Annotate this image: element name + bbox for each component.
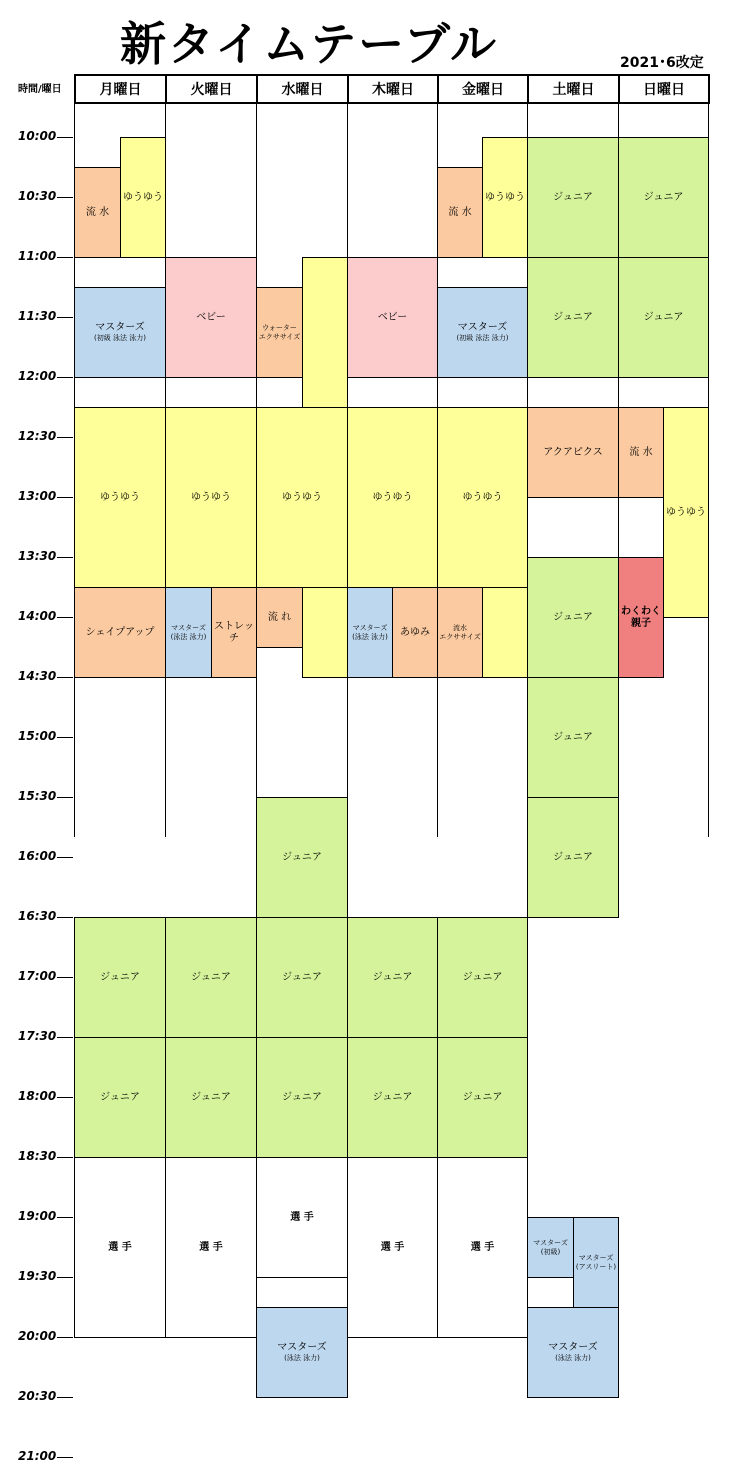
class-block[interactable] [256,917,348,1038]
time-tick [57,377,73,378]
class-name: ジュニア [553,191,593,203]
class-block[interactable] [347,917,438,1038]
class-subtitle: (アスリート) [575,1262,617,1271]
class-block[interactable] [527,1307,619,1398]
class-block[interactable] [347,587,393,678]
class-subtitle: (初級) [540,1247,561,1256]
class-name: ジュニア [372,1091,413,1103]
class-block[interactable] [437,917,528,1038]
class-block[interactable] [392,587,438,678]
class-name: ゆうゆう [191,491,231,503]
class-name: マスターズ [171,624,206,633]
class-block[interactable] [347,1157,438,1338]
class-name: ゆうゆう [666,506,706,518]
time-tick [57,197,73,198]
class-block[interactable] [618,407,664,498]
class-name: ゆうゆう [282,491,322,503]
class-name: ゆうゆう [485,191,525,203]
class-block[interactable] [165,257,257,378]
class-block[interactable] [527,1217,574,1278]
time-label: 12:00 [18,369,57,383]
time-tick [57,257,73,258]
class-block[interactable] [74,1037,166,1158]
class-name: ジュニア [191,1091,231,1103]
revision-date: 2021･6改定 [620,55,704,71]
class-name: ベビー [196,311,226,323]
time-tick [57,977,73,978]
class-block[interactable] [74,1157,166,1338]
time-tick [57,857,73,858]
class-block[interactable] [165,917,257,1038]
class-name: 選 手 [108,1241,132,1253]
time-tick [57,557,73,558]
class-subtitle: (泳法 泳力) [170,632,207,641]
day-header-6: 土曜日 [527,74,618,104]
class-block[interactable] [437,407,528,588]
time-tick [57,1037,73,1038]
class-block[interactable] [256,407,348,588]
class-block[interactable] [527,257,619,378]
class-name: ジュニア [282,971,322,983]
time-label: 16:30 [18,909,57,923]
class-name: 流水 エクササイズ [439,624,481,641]
class-block[interactable] [437,167,483,258]
class-name: ジュニア [282,1091,322,1103]
class-name: 流 水 [85,206,110,218]
time-label: 21:00 [18,1449,57,1463]
class-name: シェイプアップ [85,626,155,638]
class-name: ジュニア [643,191,684,203]
time-tick [57,317,73,318]
time-tick [57,497,73,498]
class-name: わくわく 親子 [621,605,661,629]
class-name: ゆうゆう [123,191,163,203]
class-name: マスターズ [352,624,388,633]
class-block[interactable] [74,587,166,678]
class-block[interactable] [74,407,166,588]
time-label: 15:30 [18,789,57,803]
class-name: マスターズ [277,1342,327,1354]
class-block[interactable] [256,1037,348,1158]
class-name: ジュニア [282,851,322,863]
time-label: 16:00 [18,849,57,863]
time-tick [57,677,73,678]
class-block[interactable] [618,557,664,678]
day-header-7: 日曜日 [618,74,710,104]
class-name: ジュニア [553,611,593,623]
class-name: ジュニア [553,311,593,323]
time-label: 18:30 [18,1149,57,1163]
class-block[interactable] [74,917,166,1038]
time-tick [57,917,73,918]
class-name: ジュニア [100,971,140,983]
class-name: ジュニア [553,731,593,743]
class-block[interactable] [74,287,166,378]
time-label: 14:00 [18,609,57,623]
class-block[interactable] [347,1037,438,1158]
class-name: 選 手 [290,1211,314,1223]
class-block[interactable] [347,257,438,378]
time-label: 17:00 [18,969,57,983]
time-tick [57,437,73,438]
class-block[interactable] [74,257,166,288]
class-name: ストレッチ [214,620,254,644]
time-tick [57,1457,73,1458]
page-title: 新タイムテーブル [120,17,499,71]
day-header-1: 月曜日 [74,74,165,104]
class-subtitle: (泳法 泳力) [284,1354,320,1363]
class-name: ジュニア [100,1091,140,1103]
class-name: 選 手 [470,1241,495,1253]
class-block[interactable] [482,587,528,678]
time-label: 10:30 [18,189,57,203]
class-block[interactable] [437,587,483,678]
class-name: ウォーター エクササイズ [258,324,301,341]
class-block[interactable] [211,587,257,678]
class-block[interactable] [482,137,528,258]
class-block[interactable] [165,407,257,588]
class-name: アクアピクス [543,446,603,458]
class-block[interactable] [437,287,528,378]
time-tick [57,1337,73,1338]
class-name: 選 手 [380,1241,405,1253]
day-header-4: 木曜日 [347,74,437,104]
time-label: 10:00 [18,129,57,143]
class-block[interactable] [527,677,619,798]
class-name: ベビー [377,311,408,323]
time-label: 11:30 [18,309,57,323]
class-name: 流 水 [448,206,472,218]
class-name: マスターズ [95,322,145,334]
class-name: ジュニア [462,1091,503,1103]
class-name: ゆうゆう [462,491,503,503]
class-subtitle: (泳法 泳力) [555,1354,591,1363]
class-name: ジュニア [191,971,231,983]
class-block[interactable] [347,407,438,588]
class-name: マスターズ [457,322,508,334]
class-block[interactable] [437,1037,528,1158]
class-block[interactable] [256,1157,348,1278]
class-block[interactable] [437,1157,528,1338]
time-label: 19:30 [18,1269,57,1283]
class-name: ゆうゆう [372,491,413,503]
time-label: 20:30 [18,1389,57,1403]
time-label: 18:00 [18,1089,57,1103]
class-block[interactable] [618,137,709,258]
class-name: ジュニア [643,311,684,323]
class-name: ゆうゆう [100,491,140,503]
class-name: マスターズ [533,1239,568,1248]
class-block[interactable] [74,167,121,258]
time-tick [57,1217,73,1218]
class-name: あゆみ [400,626,430,638]
class-block[interactable] [527,797,619,918]
class-name: 流 水 [629,446,653,458]
time-label: 13:00 [18,489,57,503]
time-tick [57,737,73,738]
class-subtitle: (初級 泳法 泳力) [456,334,509,343]
class-block[interactable] [165,1157,257,1338]
day-header-3: 水曜日 [256,74,347,104]
class-block[interactable] [573,1217,619,1308]
class-name: 選 手 [199,1241,223,1253]
time-label: 17:30 [18,1029,57,1043]
time-label: 14:30 [18,669,57,683]
time-label: 11:00 [18,249,57,263]
time-tick [57,137,73,138]
time-tick [57,797,73,798]
class-name: ジュニア [553,851,593,863]
time-tick [57,1157,73,1158]
class-name: ジュニア [462,971,503,983]
time-tick [57,1397,73,1398]
day-header-5: 金曜日 [437,74,527,104]
time-label: 15:00 [18,729,57,743]
class-subtitle: (初級 泳法 泳力) [94,334,146,343]
class-block[interactable] [256,287,303,378]
time-tick [57,1097,73,1098]
time-label: 13:30 [18,549,57,563]
class-block[interactable] [256,797,348,918]
day-header-2: 火曜日 [165,74,256,104]
time-tick [57,617,73,618]
corner-label: 時間/曜日 [18,84,62,95]
class-block[interactable] [618,257,709,378]
class-block[interactable] [527,407,619,498]
class-subtitle: (泳法 泳力) [352,632,388,641]
class-name: 流 れ [267,611,292,623]
class-block[interactable] [120,137,166,258]
time-label: 12:30 [18,429,57,443]
class-block[interactable] [165,587,212,678]
class-block[interactable] [256,587,303,648]
time-label: 19:00 [18,1209,57,1223]
class-block[interactable] [165,1037,257,1158]
class-block[interactable] [663,407,709,618]
class-name: マスターズ [578,1254,614,1263]
class-block[interactable] [527,137,619,258]
class-block[interactable] [256,1307,348,1398]
time-tick [57,1277,73,1278]
class-name: ジュニア [372,971,413,983]
class-name: マスターズ [548,1342,598,1354]
class-block[interactable] [527,557,619,678]
time-label: 20:00 [18,1329,57,1343]
